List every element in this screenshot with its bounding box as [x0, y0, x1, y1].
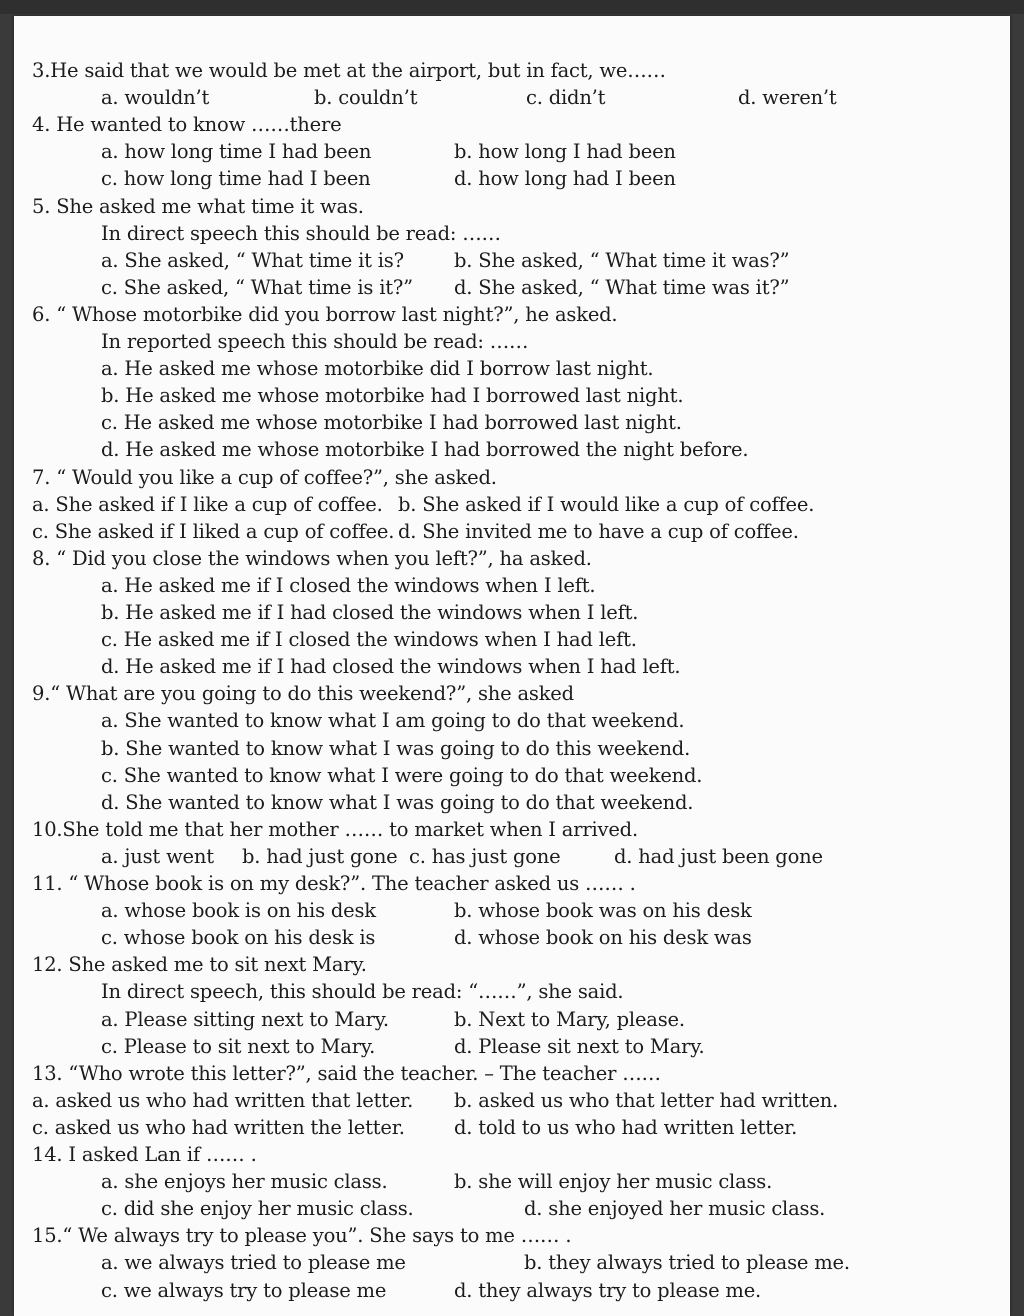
option-row: [14, 790, 1010, 816]
answer-option: d. told to us who had written letter.: [454, 1115, 798, 1139]
question-stem: 14. I asked Lan if …… .: [32, 1143, 257, 1166]
option-row: [14, 736, 1010, 762]
option-row: [14, 492, 1010, 518]
answer-option: c. asked us who had written the letter.: [32, 1115, 405, 1139]
option-row: [14, 600, 1010, 626]
answer-option: d. how long had I been: [454, 167, 676, 191]
question-stem: 5. She asked me what time it was.: [32, 194, 364, 218]
answer-option: c. She asked if I liked a cup of coffee.: [32, 519, 395, 543]
question-stem: 3.He said that we would be met at the airport, but in fact, we……: [32, 59, 666, 82]
worksheet-page: [14, 16, 1010, 1316]
answer-option: b. whose book was on his desk: [454, 899, 752, 923]
option-row: [14, 519, 1010, 545]
option-row: [14, 437, 1010, 463]
question-stem: 6. “ Whose motorbike did you borrow last night?”, he asked.: [32, 302, 618, 326]
question-instruction: In reported speech this should be read: ……: [101, 330, 529, 353]
option-row: [14, 654, 1010, 680]
answer-option: b. asked us who that letter had written.: [454, 1088, 839, 1112]
option-row: [14, 275, 1010, 301]
option-row: [14, 410, 1010, 436]
option-row: [14, 1169, 1010, 1195]
answer-option: d. they always try to please me.: [454, 1278, 762, 1302]
option-row: [14, 1007, 1010, 1033]
option-row: [14, 763, 1010, 789]
option-row: [14, 925, 1010, 951]
answer-option: a. she enjoys her music class.: [101, 1170, 388, 1194]
option-row: [14, 1088, 1010, 1114]
answer-option: b. she will enjoy her music class.: [454, 1170, 773, 1194]
question-stem: 11. “ Whose book is on my desk?”. The teacher asked us …… .: [32, 872, 636, 895]
question-stem: 8. “ Did you close the windows when you left?”, ha asked.: [32, 546, 592, 570]
option-row: [14, 1278, 1010, 1304]
option-row: [14, 248, 1010, 274]
answer-option: c. did she enjoy her music class.: [101, 1197, 414, 1221]
option-row: [14, 1115, 1010, 1141]
option-row: [14, 898, 1010, 924]
answer-option: c. She wanted to know what I were going to do that weekend.: [101, 763, 703, 787]
question-instruction: In direct speech, this should be read: “……”, she said.: [101, 980, 624, 1004]
question-stem: 12. She asked me to sit next Mary.: [32, 953, 367, 977]
answer-option: b. She asked, “ What time it was?”: [454, 248, 790, 272]
answer-option: a. whose book is on his desk: [101, 899, 376, 923]
answer-option: a. Please sitting next to Mary.: [101, 1007, 389, 1031]
option-row: [14, 627, 1010, 653]
answer-option: b. Next to Mary, please.: [454, 1007, 685, 1031]
question-stem: 13. “Who wrote this letter?”, said the teacher. – The teacher ……: [32, 1061, 661, 1085]
answer-option: d. She asked, “ What time was it?”: [454, 275, 790, 299]
answer-option: a. He asked me if I closed the windows when I left.: [101, 573, 596, 597]
answer-option: b. they always tried to please me.: [524, 1251, 850, 1275]
answer-option: c. how long time had I been: [101, 167, 371, 191]
answer-option: a. She asked if I like a cup of coffee.: [32, 492, 383, 516]
answer-option: d. she enjoyed her music class.: [524, 1197, 826, 1221]
answer-option: d. weren’t: [738, 86, 837, 110]
answer-option: d. had just been gone: [614, 844, 823, 868]
answer-option: d. whose book on his desk was: [454, 926, 752, 950]
answer-option: b. She wanted to know what I was going to do this weekend.: [101, 736, 691, 760]
answer-option: b. She asked if I would like a cup of coffee.: [398, 492, 815, 516]
answer-option: c. has just gone: [409, 844, 561, 868]
answer-option: a. how long time I had been: [101, 140, 372, 164]
answer-option: c. didn’t: [526, 86, 606, 110]
option-row: [14, 166, 1010, 192]
option-row: [14, 85, 1010, 111]
answer-option: c. whose book on his desk is: [101, 926, 376, 950]
window-top-bar: [0, 0, 1024, 14]
option-row: [14, 1196, 1010, 1222]
option-row: [14, 844, 1010, 870]
question-stem: 7. “ Would you like a cup of coffee?”, she asked.: [32, 465, 497, 489]
answer-option: a. She wanted to know what I am going to do that weekend.: [101, 709, 685, 733]
answer-option: c. She asked, “ What time is it?”: [101, 275, 413, 299]
option-row: [14, 383, 1010, 409]
answer-option: d. Please sit next to Mary.: [454, 1034, 705, 1058]
answer-option: a. wouldn’t: [101, 86, 210, 110]
answer-option: a. we always tried to please me: [101, 1251, 406, 1275]
option-row: [14, 1250, 1010, 1276]
answer-option: a. asked us who had written that letter.: [32, 1088, 414, 1112]
answer-option: b. how long I had been: [454, 140, 676, 164]
option-row: [14, 356, 1010, 382]
option-row: [14, 573, 1010, 599]
question-instruction: In direct speech this should be read: ……: [101, 221, 501, 245]
question-stem: 15.“ We always try to please you”. She says to me …… .: [32, 1224, 572, 1248]
answer-option: c. Please to sit next to Mary.: [101, 1034, 376, 1058]
option-row: [14, 708, 1010, 734]
answer-option: b. couldn’t: [314, 86, 418, 110]
answer-option: d. He asked me whose motorbike I had borrowed the night before.: [101, 438, 749, 462]
answer-option: d. He asked me if I had closed the windows when I had left.: [101, 655, 681, 679]
answer-option: b. He asked me whose motorbike had I borrowed last night.: [101, 384, 684, 408]
answer-option: c. He asked me whose motorbike I had borrowed last night.: [101, 411, 682, 435]
answer-option: c. He asked me if I closed the windows when I had left.: [101, 628, 637, 652]
answer-option: a. He asked me whose motorbike did I borrow last night.: [101, 357, 654, 381]
answer-option: a. just went: [101, 844, 214, 868]
answer-option: d. She invited me to have a cup of coffee.: [398, 519, 799, 543]
question-stem: 9.“ What are you going to do this weekend?”, she asked: [32, 682, 574, 706]
option-row: [14, 139, 1010, 165]
answer-option: b. had just gone: [242, 844, 398, 868]
question-stem: 4. He wanted to know ……there: [32, 113, 342, 137]
answer-option: d. She wanted to know what I was going to do that weekend.: [101, 790, 694, 814]
question-stem: 10.She told me that her mother …… to market when I arrived.: [32, 817, 638, 841]
answer-option: c. we always try to please me: [101, 1278, 387, 1302]
answer-option: a. She asked, “ What time it is?: [101, 248, 404, 272]
answer-option: b. He asked me if I had closed the windows when I left.: [101, 601, 639, 624]
option-row: [14, 1034, 1010, 1060]
